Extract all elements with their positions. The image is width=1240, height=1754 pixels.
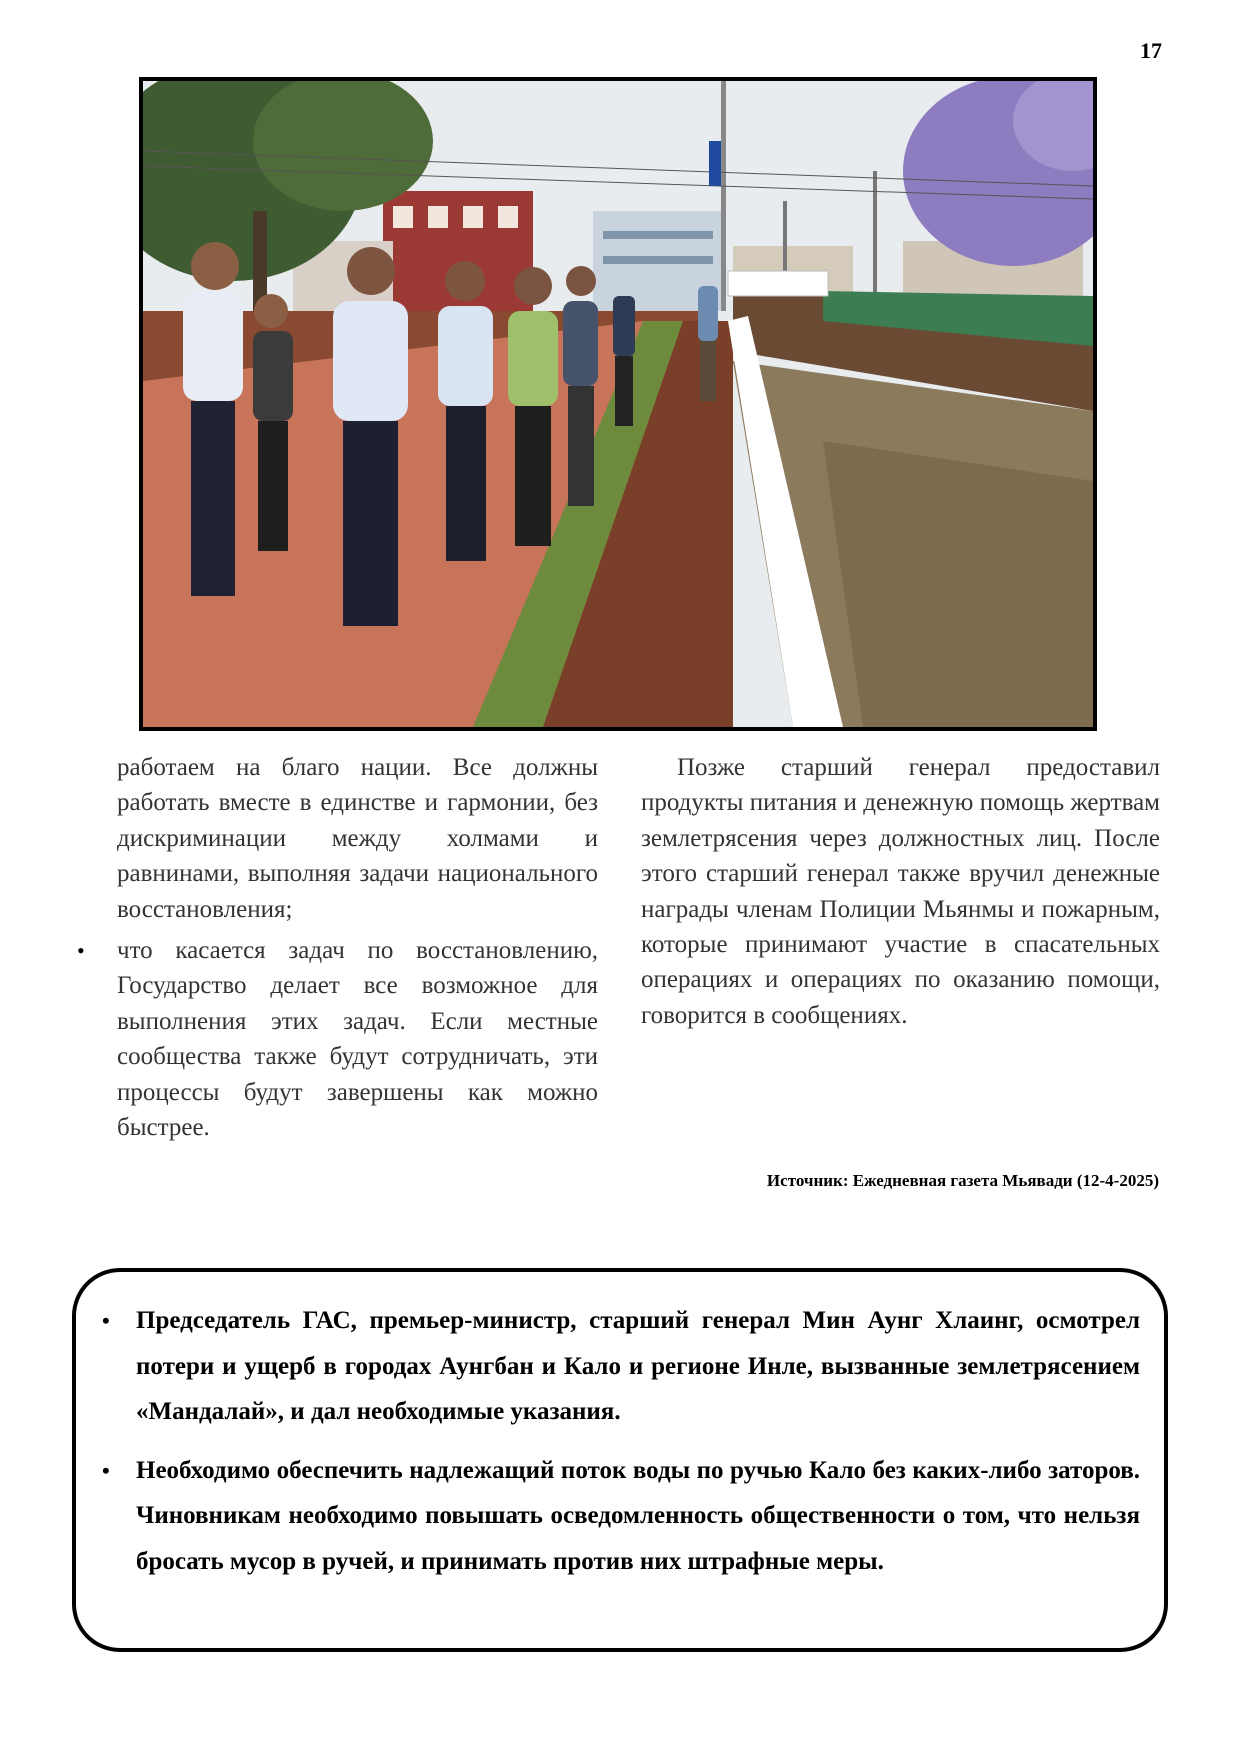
summary-item-text: Председатель ГАС, премьер-министр, старший генерал Мин Аунг Хлаинг, осмотрел потери и ущерб в городах Аунгбан и Кало и регионе Инле, вызванные землетрясением «Мандалай», и дал необходимые указания. bbox=[136, 1307, 1140, 1425]
source-credit: Источник: Ежедневная газета Мьявади (12-4-2025) bbox=[766, 1171, 1159, 1190]
page-number: 17 bbox=[1140, 38, 1162, 63]
left-bullet-paragraph bbox=[77, 933, 598, 1145]
right-column bbox=[641, 750, 1160, 1033]
bullet-icon: • bbox=[102, 1308, 110, 1333]
photo-illustration bbox=[143, 81, 1093, 727]
summary-box bbox=[72, 1268, 1168, 1652]
left-paragraph-1: работаем на благо нации. Все должны работать вместе в единстве и гармонии, без дискриминации между холмами и равнинами, выполняя задачи национального восстановления; bbox=[117, 754, 598, 923]
right-paragraph-1: Позже старший генерал предоставил продукты питания и денежную помощь жертвам землетрясения через должностных лиц. После этого старший генерал также вручил денежные награды членам Полиции Мьянмы и пожарным, которые принимают участие в спасательных операциях и операциях по оказанию помощи, говорится в сообщениях. bbox=[641, 754, 1160, 1029]
summary-list bbox=[102, 1298, 1140, 1584]
bullet-icon: • bbox=[102, 1457, 110, 1483]
summary-item-text: Необходимо обеспечить надлежащий поток воды по ручью Кало без каких-либо заторов. Чиновникам необходимо повышать осведомленность общественности о том, что нельзя бросать мусор в ручей, и принимать против них штрафные меры. bbox=[136, 1456, 1140, 1575]
left-column bbox=[77, 750, 598, 1145]
summary-item bbox=[102, 1448, 1140, 1585]
news-photo bbox=[139, 77, 1097, 731]
bullet-icon: • bbox=[77, 938, 85, 964]
left-paragraph-2: что касается задач по восстановлению, Государство делает все возможное для выполнения этих задач. Если местные сообщества также будут сотрудничать, эти процессы будут завершены как можно быстрее. bbox=[117, 937, 598, 1142]
summary-item bbox=[102, 1298, 1140, 1435]
